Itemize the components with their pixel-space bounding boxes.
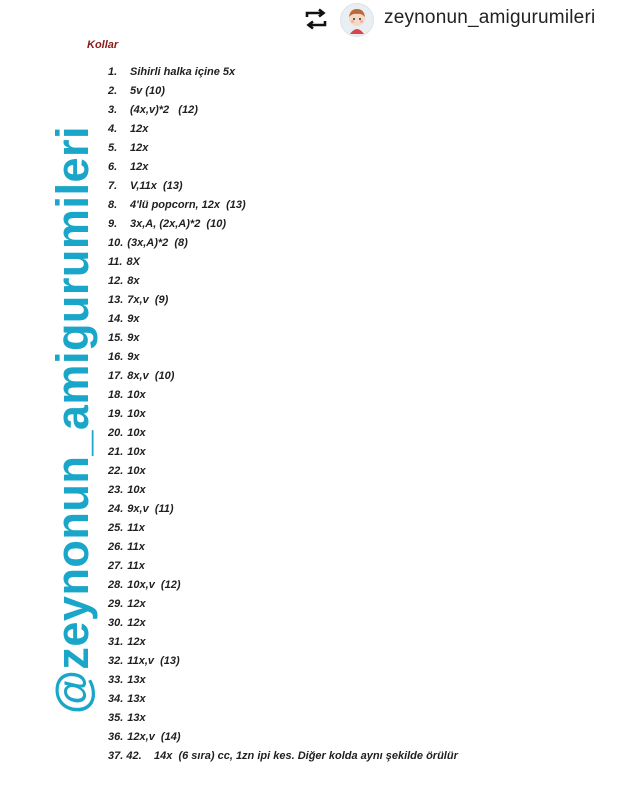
step-number: 22. (108, 465, 124, 477)
step-number: 21. (108, 446, 124, 458)
pattern-step (108, 557, 458, 576)
pattern-step (108, 709, 458, 728)
step-instruction: 12x (127, 617, 146, 629)
step-number: 37. 42. (108, 750, 142, 762)
step-number: 36. (108, 731, 124, 743)
pattern-step (108, 652, 458, 671)
step-instruction: 9x (127, 351, 140, 363)
step-instruction: 3x,A, (2x,A)*2 (10) (130, 218, 226, 230)
step-instruction: 7x,v (9) (127, 294, 169, 306)
step-number: 34. (108, 693, 124, 705)
step-number: 26. (108, 541, 124, 553)
step-instruction: 9x (127, 313, 140, 325)
step-number: 9. (108, 218, 118, 230)
step-instruction: 10x (127, 484, 146, 496)
pattern-step (108, 139, 458, 158)
pattern-step (108, 386, 458, 405)
pattern-step (108, 310, 458, 329)
pattern-step (108, 405, 458, 424)
pattern-step (108, 462, 458, 481)
pattern-step (108, 120, 458, 139)
step-instruction: V,11x (13) (130, 180, 183, 192)
step-number: 5. (108, 142, 118, 154)
step-instruction: 11x,v (13) (127, 655, 180, 667)
step-number: 1. (108, 66, 118, 78)
step-number: 2. (108, 85, 118, 97)
repost-icon[interactable] (303, 8, 329, 30)
pattern-step (108, 595, 458, 614)
step-instruction: 11x (127, 541, 145, 553)
step-instruction: 13x (127, 674, 146, 686)
step-instruction: 12x (130, 161, 149, 173)
pattern-step (108, 234, 458, 253)
step-number: 25. (108, 522, 124, 534)
step-number: 14. (108, 313, 124, 325)
step-instruction: 11x (127, 560, 145, 572)
step-number: 18. (108, 389, 124, 401)
step-number: 3. (108, 104, 118, 116)
step-instruction: (3x,A)*2 (8) (127, 237, 188, 249)
step-number: 31. (108, 636, 124, 648)
step-number: 27. (108, 560, 124, 572)
step-number: 28. (108, 579, 124, 591)
step-instruction: 10x (127, 446, 146, 458)
pattern-step (108, 158, 458, 177)
pattern-steps (108, 63, 458, 766)
step-instruction: 10x (127, 408, 146, 420)
step-number: 30. (108, 617, 124, 629)
step-instruction: 10x (127, 389, 146, 401)
watermark-text: @zeynonun_amigurumileri (47, 126, 98, 714)
pattern-step (108, 253, 458, 272)
username[interactable]: zeynonun_amigurumileri (384, 7, 596, 28)
step-number: 6. (108, 161, 118, 173)
pattern-step (108, 614, 458, 633)
pattern-step (108, 272, 458, 291)
step-instruction: 13x (127, 712, 146, 724)
step-instruction: 12x,v (14) (127, 731, 181, 743)
step-instruction: 12x (127, 598, 146, 610)
step-instruction: 11x (127, 522, 145, 534)
step-instruction: 10x (127, 465, 146, 477)
step-instruction: (4x,v)*2 (12) (130, 104, 198, 116)
avatar[interactable] (340, 3, 374, 37)
step-number: 32. (108, 655, 124, 667)
step-number: 12. (108, 275, 124, 287)
step-instruction: 12x (130, 142, 149, 154)
pattern-step (108, 63, 458, 82)
avatar-doll-icon (341, 4, 373, 36)
pattern-step (108, 291, 458, 310)
step-instruction: 14x (6 sıra) cc, 1zn ipi kes. Diğer kolda aynı şekilde örülür (154, 750, 458, 762)
pattern-step (108, 443, 458, 462)
step-instruction: 9x (127, 332, 140, 344)
step-instruction: 13x (127, 693, 146, 705)
pattern-step (108, 481, 458, 500)
step-number: 10. (108, 237, 124, 249)
step-instruction: 12x (130, 123, 149, 135)
pattern-step (108, 747, 458, 766)
pattern-step (108, 196, 458, 215)
step-number: 15. (108, 332, 124, 344)
step-number: 33. (108, 674, 124, 686)
step-instruction: 5v (10) (130, 85, 165, 97)
pattern-step (108, 690, 458, 709)
pattern-step (108, 576, 458, 595)
pattern-step (108, 329, 458, 348)
step-number: 7. (108, 180, 118, 192)
step-instruction: Sihirli halka içine 5x (130, 66, 236, 78)
pattern-step (108, 633, 458, 652)
pattern-step (108, 367, 458, 386)
pattern-step (108, 101, 458, 120)
pattern-step (108, 728, 458, 747)
step-instruction: 9x,v (11) (127, 503, 174, 515)
step-number: 11. (108, 256, 123, 268)
step-number: 35. (108, 712, 124, 724)
pattern-step (108, 215, 458, 234)
repost-header (0, 0, 634, 40)
pattern-step (108, 538, 458, 557)
pattern-step (108, 177, 458, 196)
pattern-step (108, 424, 458, 443)
step-instruction: 10x,v (12) (127, 579, 181, 591)
step-number: 29. (108, 598, 124, 610)
step-number: 8. (108, 199, 118, 211)
step-number: 17. (108, 370, 124, 382)
step-number: 23. (108, 484, 124, 496)
step-instruction: 10x (127, 427, 146, 439)
step-number: 20. (108, 427, 124, 439)
step-number: 19. (108, 408, 124, 420)
pattern-step (108, 82, 458, 101)
step-number: 4. (108, 123, 118, 135)
step-instruction: 8x,v (10) (127, 370, 175, 382)
section-title: Kollar (87, 39, 119, 51)
pattern-step (108, 519, 458, 538)
pattern-step (108, 671, 458, 690)
pattern-step (108, 500, 458, 519)
pattern-step (108, 348, 458, 367)
step-number: 24. (108, 503, 124, 515)
step-instruction: 8X (126, 256, 140, 268)
step-instruction: 4'lü popcorn, 12x (13) (130, 199, 246, 211)
step-number: 13. (108, 294, 124, 306)
step-instruction: 8x (127, 275, 140, 287)
step-number: 16. (108, 351, 124, 363)
step-instruction: 12x (127, 636, 146, 648)
